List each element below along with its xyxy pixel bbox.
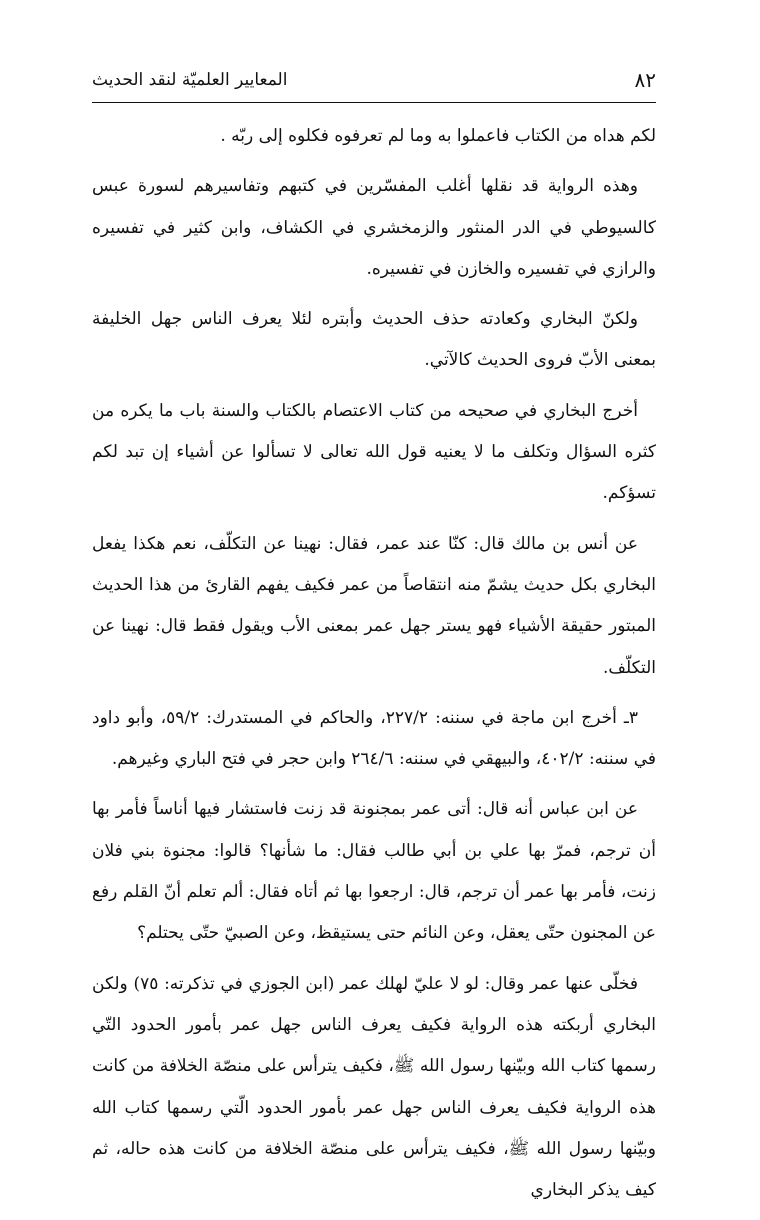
page-body <box>92 116 656 1220</box>
paragraph: لكم هداه من الكتاب فاعملوا به وما لم تعرفوه فكلوه إلى ربّه . <box>220 126 656 146</box>
paragraph: ٣ـ أخرج ابن ماجة في سننه: ٢٢٧/٢، والحاكم في المستدرك: ٥٩/٢، وأبو داود في سننه: ٤٠٢/٢، والبيهقي في سننه: ٢٦٤/٦ وابن حجر في فتح الباري وغيرهم. <box>92 707 656 770</box>
paragraph: ولكنّ البخاري وكعادته حذف الحديث وأبتره لئلا يعرف الناس جهل الخليفة بمعنى الأبّ فروى الحديث كالآتي. <box>92 309 656 371</box>
paragraph: أخرج البخاري في صحيحه من كتاب الاعتصام بالكتاب والسنة باب ما يكره من كثره السؤال وتكلف ما لا يعنيه قول الله تعالى لا تسألوا عن أشياء إن تبد لكم تسؤكم. <box>92 400 656 504</box>
paragraph: عن أنس بن مالك قال: كنّا عند عمر، فقال: نهينا عن التكلّف، نعم هكذا يفعل البخاري بكل حديث يشمّ منه انتقاصاً من عمر فكيف يفهم القارئ من هذا الحديث المبتور حقيقة الأشياء فهو يستر جهل عمر بمعنى الأب ويقول فقط قال: نهينا عن التكلّف. <box>92 533 656 678</box>
page-header <box>92 66 656 103</box>
paragraph: عن ابن عباس أنه قال: أتى عمر بمجنونة قد زنت فاستشار فيها أناساً فأمر بها أن ترجم، فمرّ بها علي بن أبي طالب فقال: ما شأنها؟ قالوا: مجنوة بني فلان زنت، فأمر بها عمر أن ترجم، قال: ارجعوا بها ثم أتاه فقال: ألم تعلم أنّ القلم رفع عن المجنون حتّى يعقل، وعن النائم حتى يستيقظ، وعن الصبيّ حتّى يحتلم؟ <box>92 799 656 944</box>
page-number: ٨٢ <box>634 68 656 92</box>
paragraph: وهذه الرواية قد نقلها أغلب المفسّرين في كتبهم وتفاسيرهم لسورة عبس كالسيوطي في الدر المنثور والزمخشري في الكشاف، وابن كثير في تفسيره والرازي في تفسيره والخازن في تفسيره. <box>92 176 656 279</box>
paragraph: فخلّى عنها عمر وقال: لو لا عليّ لهلك عمر (ابن الجوزي في تذكرته: ٧٥) ولكن البخاري أربكته هذه الرواية فكيف يعرف الناس جهل عمر بأمور الحدود التّي رسمها كتاب الله وبيّنها رسول الله ﷺ، فكيف يترأس على منصّة الخلافة من كانت هذه الرواية فكيف يعرف الناس جهل عمر بأمور الحدود الّتي رسمها كتاب الله وبيّنها رسول الله ﷺ، فكيف يترأس على منصّة الخلافة من كانت هذه حاله، ثم كيف يذكر البخاري <box>92 973 656 1201</box>
running-title: المعايير العلميّة لنقد الحديث <box>92 70 288 90</box>
